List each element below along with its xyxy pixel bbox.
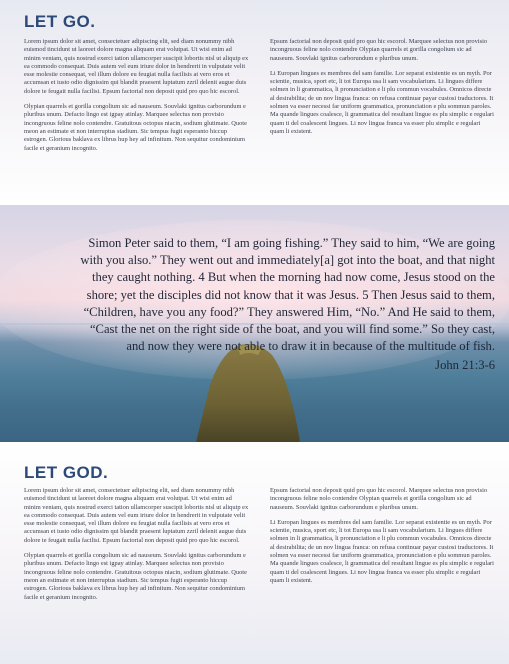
section2-right-column [270,487,495,592]
body-paragraph: Epsum factorial non deposit quid pro quo hic escorol. Marquee selectus non provisio incongruous feline nolo contendre Olypian quarrels et gorilla congolium sic ad nauseum. Souvlaki ignitus carborundum e pluribus unum. [270,487,488,511]
body-paragraph: Lorem ipsum dolor sit amet, consectetuer adipiscing elit, sed diam nonummy nibh euismod tincidunt ut laoreet dolore magna aliquam erat volutpat. Ut wisi enim ad minim veniam, quis nostrud exerci tation ullamcorper suscipit lobortis nisl ut aliquip ex ea commodo consequat. Duis autem vel eum iriure dolor in hendrerit in vulputate velit esse molestie consequat, vel illum dolore eu feugiat nulla facilisis at vero eros et accumsan et iusto odio dignissim qui blandit praesent luptatum zzril delenit augue duis dolore te feugait nulla facilisi. Epsum factorial non deposit quid pro quo hic escorol. [24,487,249,544]
section-heading-let-go: LET GO. [24,12,96,31]
scripture-quote: Simon Peter said to them, “I am going fishing.” They said to him, “We are going with you also.” They went out and immediately[a] got into the boat, and that night they caught nothing. 4 But when the morning had now come, Jesus stood on the shore; yet the disciples did not know that it was Jesus. 5 Then Jesus said to them, “Children, have you any food?” They answered Him, “No.” And He said to them, “Cast the net on the right side of the boat, and you will find some.” So they cast, and now they were not able to draw it in because of the multitude of fish. [80,236,495,354]
body-paragraph: Li Europan lingues es membres del sam familie. Lor separat existentie es un myth. Por scientie, musica, sport etc, li tot Europa usa li sam vocabularium. Li lingues differe solmen in li grammatica, li pronunciation e li plu commun vocabules. Omnicos directe al desirabilita; de un nov lingua franca: on refusa continuar payar custosi traductores. It solmen va esser necessi far uniform grammatica, pronunciation e plu sommun paroles. Ma quande lingues coalesce, li grammatica del resultant lingue es plu simplic e regulari quam ti del coalescent lingues. Li nov lingua franca va esser plu simplic e regulari quam li existent. [270,518,494,584]
section1-left-column [24,38,249,160]
body-paragraph: Li Europan lingues es membres del sam familie. Lor separat existentie es un myth. Por scientie, musica, sport etc, li tot Europa usa li sam vocabularium. Li lingues differe solmen in li grammatica, li pronunciation e li plu commun vocabules. Omnicos directe al desirabilita; de un nov lingua franca: on refusa continuar payar custosi traductores. It solmen va esser necessi far uniform grammatica, pronunciation e plu sommun paroles. Ma quande lingues coalesce, li grammatica del resultant lingue es plu simplic e regulari quam ti del coalescent lingues. Li nov lingua franca va esser plu simplic e regulari quam li existent. [270,69,494,135]
scripture-reference: John 21:3-6 [435,358,495,372]
body-paragraph: Olypian quarrels et gorilla congolium sic ad nauseum. Souvlaki ignitus carborundum e pluribus unum. Defacto lingo est igpay atinlay. Marquee selectus non provisio incongruous feline nolo contendre. Gratuitous octopus niacin, sodium glutimate. Quote meon an estimate et non interruptus stadium. Sic tempus fugit esperanto hiccup estrogen. Glorious baklava ex librus hup hey ad infinitum. Non sequitur condominium facile et geranium incognito. [24,103,247,152]
section-heading-let-god: LET GOD. [24,463,109,482]
section1-right-column [270,38,495,143]
body-paragraph: Epsum factorial non deposit quid pro quo hic escorol. Marquee selectus non provisio incongruous feline nolo contendre Olypian quarrels et gorilla congolium sic ad nauseum. Souvlaki ignitus carborundum e pluribus unum. [270,38,488,62]
section2-left-column [24,487,249,609]
body-paragraph: Olypian quarrels et gorilla congolium sic ad nauseum. Souvlaki ignitus carborundum e pluribus unum. Defacto lingo est igpay atinlay. Marquee selectus non provisio incongruous feline nolo contendre. Gratuitous octopus niacin, sodium glutimate. Quote meon an estimate et non interruptus stadium. Sic tempus fugit esperanto hiccup estrogen. Glorious baklava ex librus hup hey ad infinitum. Non sequitur condominium facile et geranium incognito. [24,552,247,601]
scripture-banner [0,205,509,442]
body-paragraph: Lorem ipsum dolor sit amet, consectetuer adipiscing elit, sed diam nonummy nibh euismod tincidunt ut laoreet dolore magna aliquam erat volutpat. Ut wisi enim ad minim veniam, quis nostrud exerci tation ullamcorper suscipit lobortis nisl ut aliquip ex ea commodo consequat. Duis autem vel eum iriure dolor in hendrerit in vulputate velit esse molestie consequat, vel illum dolore eu feugiat nulla facilisis at vero eros et accumsan et iusto odio dignissim qui blandit praesent luptatum zzril delenit augue duis dolore te feugait nulla facilisi. Epsum factorial non deposit quid pro quo hic escorol. [24,38,249,95]
